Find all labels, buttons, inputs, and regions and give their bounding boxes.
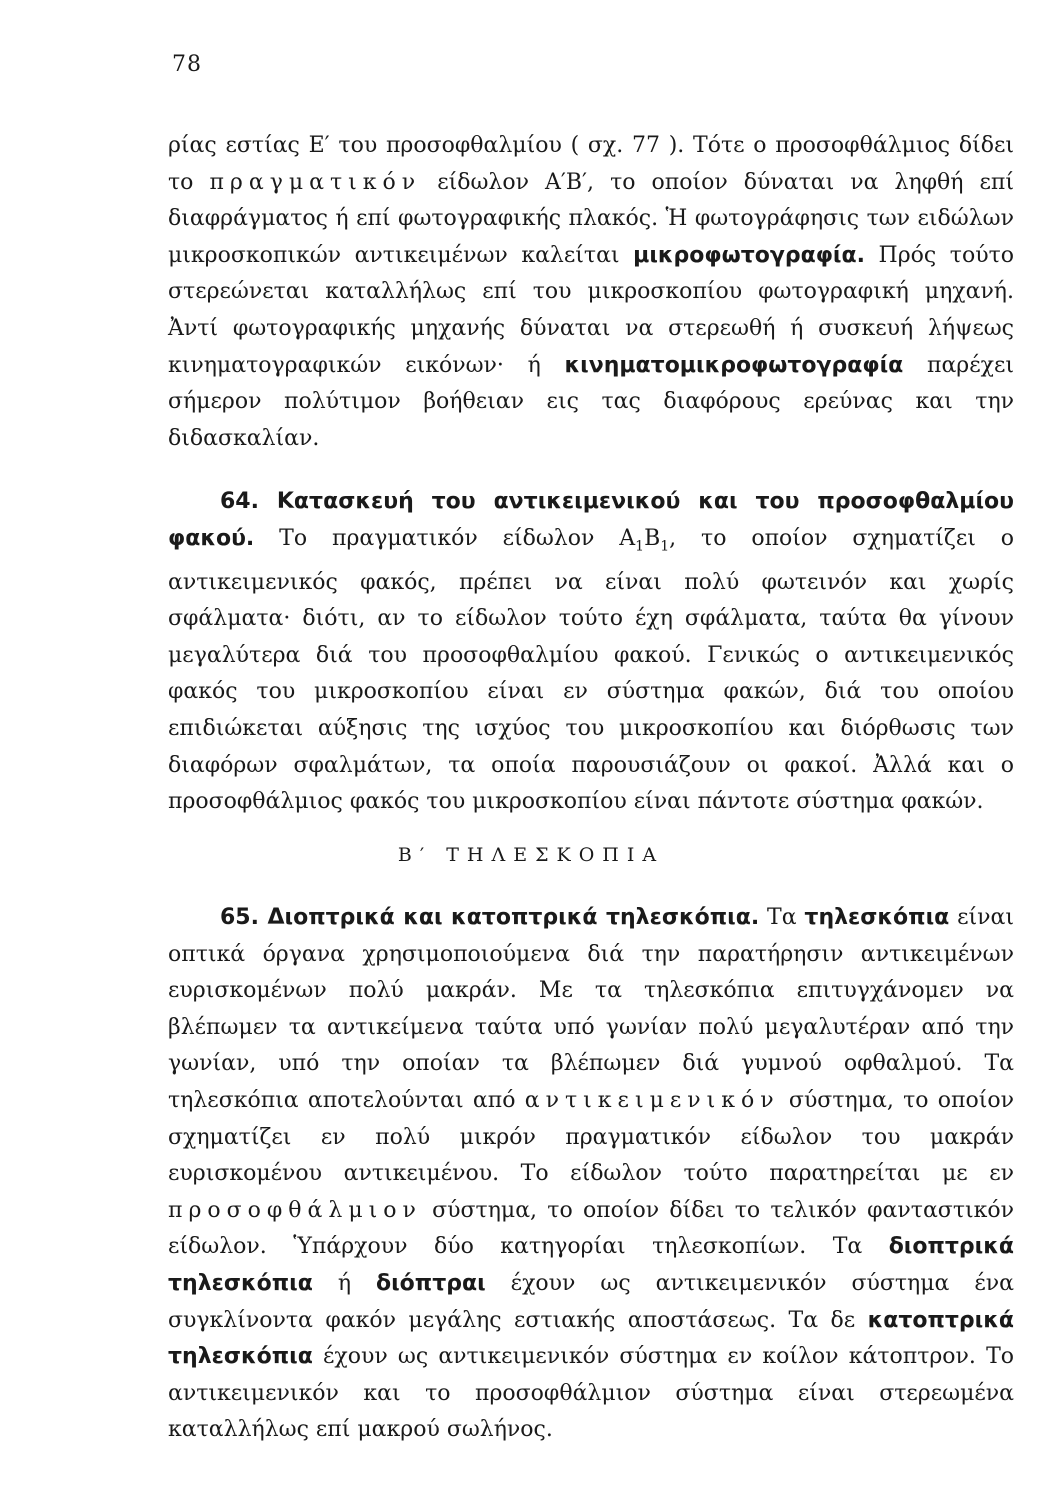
text-run: είδωλον A′B′, το οποίον δύναται να ληφθή επί διαφράγματος ή επί φωτογραφικής πλακός. Ἡ φωτογράφησις των ειδώλων μικροσκοπικών αντικειμένων καλείται bbox=[168, 169, 1014, 268]
text-run: B bbox=[644, 525, 661, 551]
spaced-term-eyepiece: προσοφθάλμιον bbox=[168, 1197, 422, 1223]
page-number: 78 bbox=[172, 52, 202, 77]
paragraph-64 bbox=[168, 484, 1014, 821]
text-run: έχουν ως αντικειμενικόν σύστημα εν κοίλον κάτοπτρον. Το αντικειμενικόν και το προσοφθάλμιον σύστημα είναι στερεωμένα καταλλήλως επί μακρού σωλήνος. bbox=[168, 1344, 1014, 1443]
bold-term-microphotography: μικροφωτογραφία. bbox=[633, 242, 865, 268]
paragraph-microphotography bbox=[168, 128, 1014, 457]
bold-term-catoptric-telescopes: κατοπτρικά τηλεσκόπια bbox=[168, 1307, 1014, 1370]
bold-term-cinemicrophotography: κινηματομικροφωτογραφία bbox=[564, 352, 904, 378]
text-run: Το πραγματικόν είδωλον A bbox=[254, 525, 636, 551]
text-run: Τα bbox=[759, 905, 805, 930]
text-run: σύστημα, το οποίον σχηματίζει εν πολύ μικρόν πραγματικόν είδωλον του μακράν ευρισκομένου αντικειμένου. Το είδωλον τούτο παρατηρείται με εν bbox=[168, 1087, 1014, 1187]
text-run: είναι οπτικά όργανα χρησιμοποιούμενα διά την παρατήρησιν αντικειμένων ευρισκομένων πολύ μακράν. Με τα τηλεσκόπια επιτυγχάνομεν να βλέπωμεν τα αντικείμενα ταύτα υπό γωνίαν πολύ μεγαλυτέραν από την γωνίαν, υπό την οποίαν τα βλέπωμεν διά γυμνού οφθαλμού. Τα τηλεσκόπια αποτελούνται από bbox=[168, 905, 1014, 1113]
text-run: , το οποίον σχηματίζει ο αντικειμενικός φακός, πρέπει να είναι πολύ φωτεινόν και χωρίς σφάλματα· διότι, αν το είδωλον τούτο έχη σφάλματα, ταύτα θα γίνουν μεγαλύτερα διά του προσοφθαλμίου φακού. Γενικώς ο αντικειμενικός φακός του μικροσκοπίου είναι εν σύστημα φακών, διά του οποίου επιδιώκεται αύξησις της ισχύος του μικροσκοπίου και διόρθωσις των διαφόρων σφαλμάτων, τα οποία παρουσιάζουν οι φακοί. Ἀλλά και ο προσοφθάλμιος φακός του μικροσκοπίου είναι πάντοτε σύστημα φακών. bbox=[168, 525, 1014, 815]
subscript: 1 bbox=[660, 537, 670, 554]
bold-term-diopters: διόπτραι bbox=[376, 1270, 486, 1296]
section-heading-65: 65. Διοπτρικά και κατοπτρικά τηλεσκόπια. bbox=[220, 905, 760, 930]
spaced-term-real: πραγματικόν bbox=[209, 169, 422, 195]
text-run: έχουν ως αντικειμενικόν σύστημα ένα συγκλίνοντα φακόν μεγάλης εστιακής αποστάσεως. Τα δε bbox=[168, 1270, 1014, 1333]
paragraph-65 bbox=[168, 900, 1014, 1449]
text-run: σύστημα, το οποίον δίδει το τελικόν φανταστικόν είδωλον. Ὑπάρχουν δύο κατηγορίαι τηλεσκοπίων. Τα bbox=[168, 1197, 1014, 1260]
bold-term-telescopes: τηλεσκόπια bbox=[804, 905, 950, 930]
text-run: ρίας εστίας E′ του προσοφθαλμίου ( σχ. 77 ). Τότε ο προσοφθάλμιος δίδει το bbox=[168, 133, 1014, 195]
text-run: ή bbox=[312, 1270, 376, 1296]
section-title-telescopes: Β′ ΤΗΛΕΣΚΟΠΙΑ bbox=[397, 844, 665, 866]
bold-term-dioptric-telescopes: διοπτρικά τηλεσκόπια bbox=[168, 1234, 1014, 1296]
subscript: 1 bbox=[635, 537, 645, 554]
spaced-term-objective: αντικειμενικόν bbox=[524, 1087, 780, 1113]
text-run: παρέχει σήμερον πολύτιμον βοήθειαν εις τας διαφόρους ερεύνας και την διδασκαλίαν. bbox=[168, 352, 1014, 451]
section-heading-64: 64. Κατασκευή του αντικειμενικού και του προσοφθαλμίου φακού. bbox=[168, 489, 1014, 551]
text-run: Πρός τούτο στερεώνεται καταλλήλως επί του μικροσκοπίου φωτογραφική μηχανή. Ἀντί φωτογραφικής μηχανής δύναται να στερεωθή ή συσκευή λήψεως κινηματογραφικών εικόνων· ή bbox=[168, 242, 1014, 378]
